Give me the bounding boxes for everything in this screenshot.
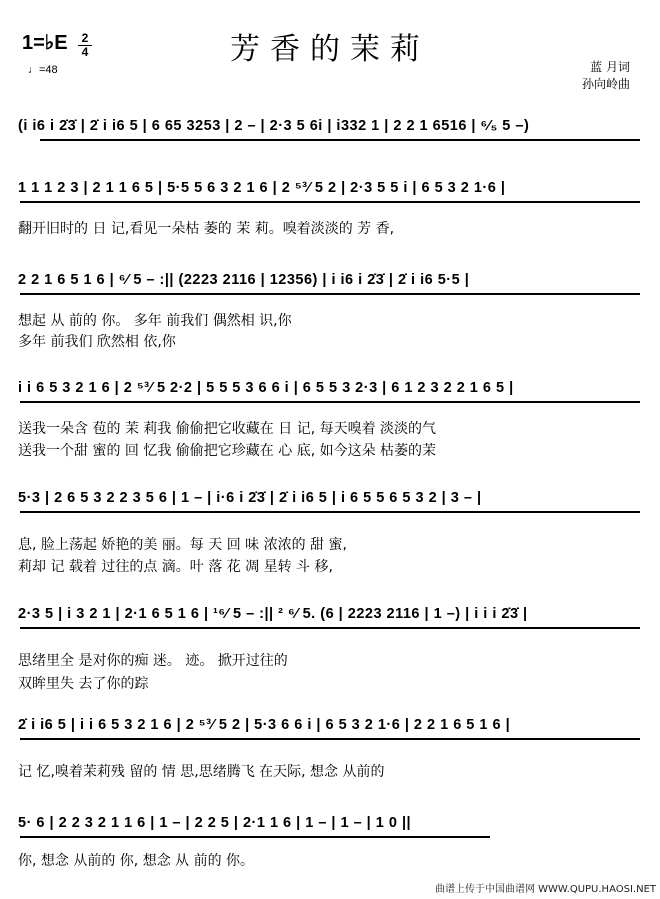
rhythm-beam-5: [20, 511, 640, 513]
lyric-row-5-verse-2: 莉却 记 载着 过往的点 滴。叶 落 花 凋 星转 斗 移,: [18, 559, 333, 575]
time-signature-bottom: 4: [78, 45, 92, 59]
lyric-row-4-verse-2: 送我一个甜 蜜的 回 忆我 偷偷把它珍藏在 心 底, 如今这朵 枯萎的茉: [18, 443, 437, 459]
notation-row-8: 5· 6 | 2 2 3 2 1 1 6 | 1 – | 2 2 5 | 2·1 1 6 | 1 – | 1 – | 1 0 ||: [18, 815, 412, 831]
notation-row-4: i i 6 5 3 2 1 6 | 2 ⁵³⁄ 5 2·2 | 5 5 5 3 6 6 i | 6 5 5 3 2·3 | 6 1 2 3 2 2 1 6 5 |: [18, 380, 514, 396]
notation-row-2: 1 1 1 2 3 | 2 1 1 6 5 | 5·5 5 6 3 2 1 6 | 2 ⁵³⁄ 5 2 | 2·3 5 5 i | 6 5 3 2 1·6 |: [18, 180, 506, 196]
site-watermark: 曲谱上传于中国曲谱网 WWW.QUPU.HAOSI.NET: [434, 884, 656, 895]
lyric-row-7-verse-1: 记 忆,嗅着茉莉残 留的 情 思,思绪腾飞 在天际, 想念 从前的: [18, 764, 385, 780]
notation-row-3: 2 2 1 6 5 1 6 | ⁶⁄ 5 – :|| (2223 2116 | 12356) | i i6 i 2̇3̇ | 2̇ i i6 5·5 |: [18, 272, 470, 288]
notation-row-5: 5·3 | 2 6 5 3 2 2 3 5 6 | 1 – | i·6 i 2̇3̇ | 2̇ i i6 5 | i 6 5 5 6 5 3 2 | 3 – |: [18, 490, 482, 506]
rhythm-beam-6: [20, 627, 640, 629]
lyricist-credit: 蓝 月词: [590, 60, 630, 74]
composer-credit: 孙向岭曲: [581, 77, 630, 91]
song-title: 芳香的茉莉: [230, 32, 430, 67]
rhythm-beam-4: [20, 401, 640, 403]
lyric-row-6-verse-1: 思绪里全 是对你的痴 迷。 迹。 掀开过往的: [18, 653, 288, 669]
rhythm-beam-1: [40, 139, 640, 141]
lyric-row-4-verse-1: 送我一朵含 苞的 茉 莉我 偷偷把它收藏在 日 记, 每天嗅着 淡淡的气: [18, 421, 437, 437]
lyric-row-2-verse-1: 翻开旧时的 日 记,看见一朵枯 萎的 茉 莉。嗅着淡淡的 芳 香,: [18, 221, 395, 237]
rhythm-beam-7: [20, 738, 640, 740]
notation-row-1: (i i6 i 2̇3̇ | 2̇ i i6 5 | 6 65 3253 | 2 – | 2·3 5 6i | i332 1 | 2 2 1 6516 | ⁶⁄₅ 5 –): [18, 118, 530, 134]
lyric-row-8-verse-1: 你, 想念 从前的 你, 想念 从 前的 你。: [18, 853, 255, 869]
time-signature-top: 2: [81, 31, 89, 45]
lyric-row-6-verse-2: 双眸里失 去了你的踪: [18, 676, 149, 692]
key-signature: 1=♭E: [22, 32, 68, 54]
rhythm-beam-2: [20, 201, 640, 203]
tempo-marking: ♩=48: [28, 64, 58, 76]
time-signature: [78, 32, 92, 59]
rhythm-beam-8: [20, 836, 490, 838]
rhythm-beam-3: [20, 293, 640, 295]
notation-row-7: 2̇ i i6 5 | i i 6 5 3 2 1 6 | 2 ⁵³⁄ 5 2 | 5·3 6 6 i | 6 5 3 2 1·6 | 2 2 1 6 5 1 6 |: [18, 717, 511, 733]
lyric-row-3-verse-1: 想起 从 前的 你。 多年 前我们 偶然相 识,你: [18, 313, 292, 329]
lyric-row-5-verse-1: 息, 脸上荡起 娇艳的美 丽。每 天 回 味 浓浓的 甜 蜜,: [18, 537, 347, 553]
notation-row-6: 2·3 5 | i 3 2 1 | 2·1 6 5 1 6 | ¹⁶⁄ 5 – :|| ² ⁶⁄ 5. (6 | 2223 2116 | 1 –) | i i i 2̇3̇ |: [18, 606, 528, 622]
lyric-row-3-verse-2: 多年 前我们 欣然相 依,你: [18, 334, 176, 350]
